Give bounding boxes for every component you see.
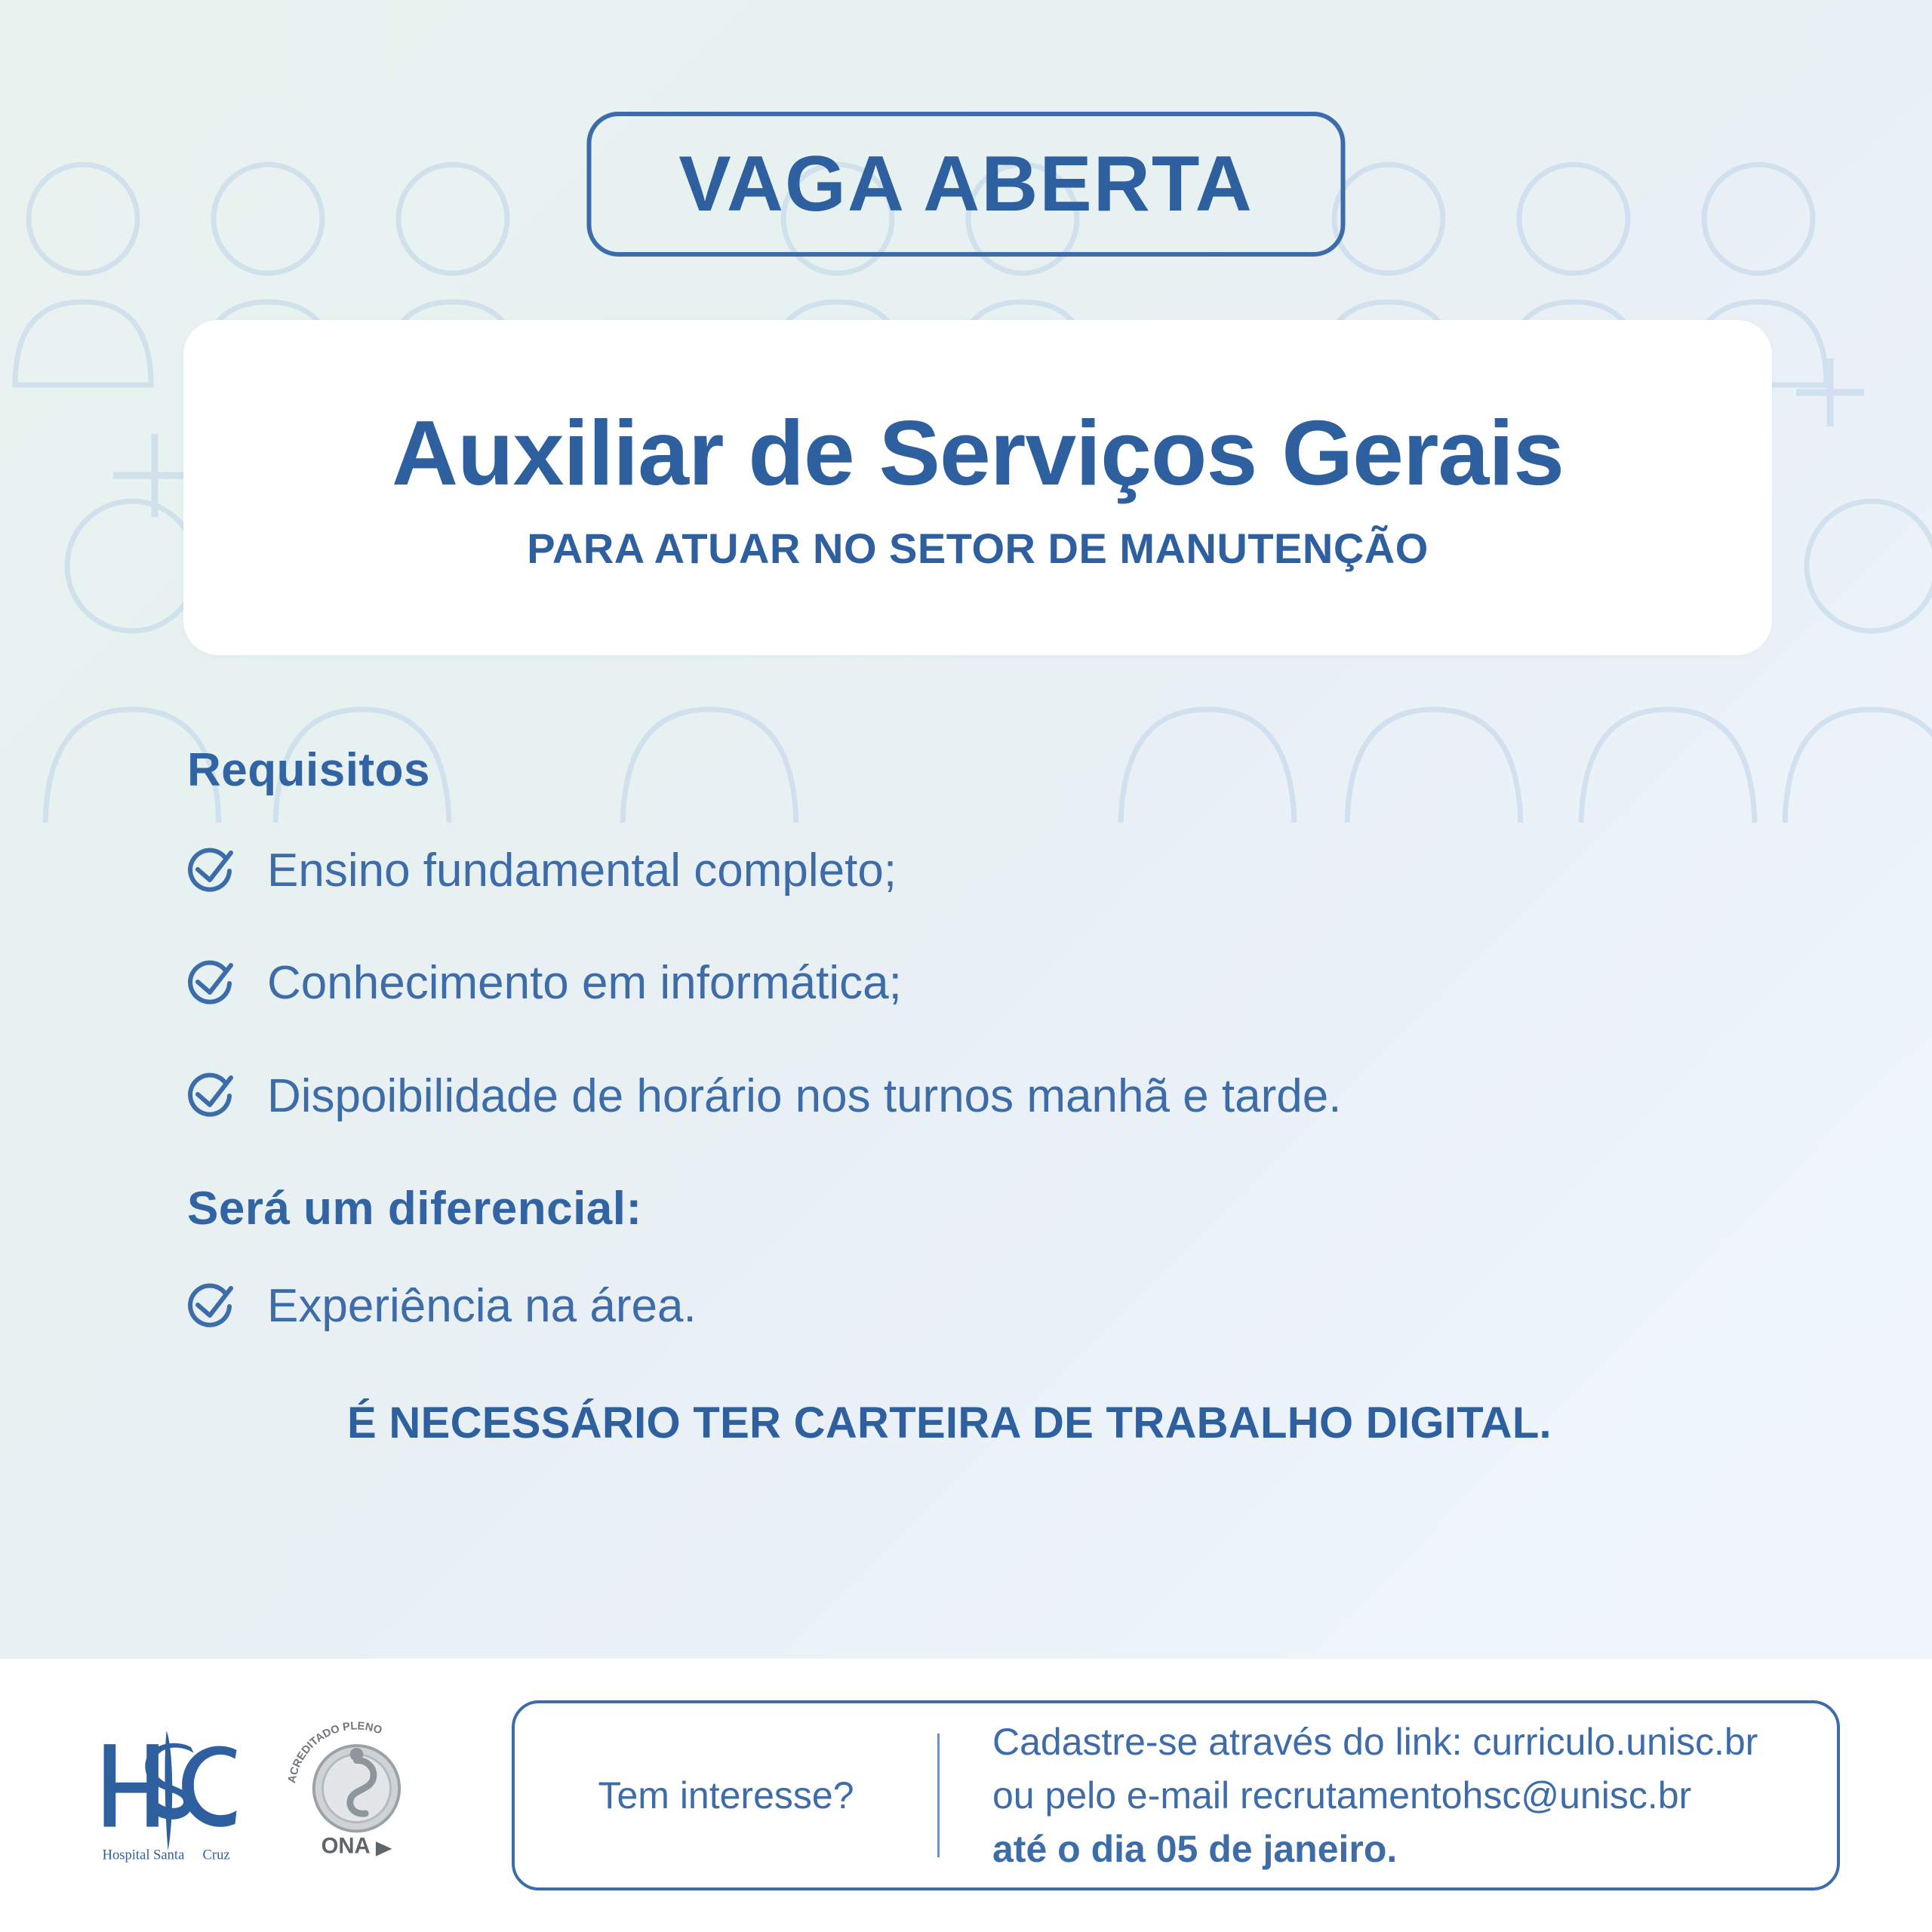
hospital-santa-cruz-logo-icon	[91, 1715, 253, 1877]
vaga-aberta-badge	[587, 112, 1346, 257]
list-item-label: Conhecimento em informática;	[267, 957, 902, 1010]
list-item	[187, 844, 1757, 897]
work-card-notice: É NECESSÁRIO TER CARTEIRA DE TRABALHO DIGITAL.	[347, 1398, 1552, 1448]
page-title: Auxiliar de Serviços Gerais	[391, 401, 1564, 505]
badge-label: VAGA ABERTA	[678, 140, 1254, 228]
list-item	[187, 1279, 1757, 1333]
contact-link-line[interactable]: Cadastre-se através do link: curriculo.unisc.br	[992, 1720, 1758, 1763]
contact-deadline-line: até o dia 05 de janeiro.	[992, 1827, 1398, 1870]
list-item	[187, 1069, 1757, 1123]
differential-list	[187, 1279, 1757, 1333]
list-item-label: Dispoibilidade de horário nos turnos manhã e tarde.	[267, 1069, 1342, 1122]
footer-bar	[0, 1659, 1932, 1932]
svg-text:ACREDITADO PLENO: ACREDITADO PLENO	[286, 1719, 384, 1784]
job-title-card	[183, 320, 1772, 655]
contact-email-line[interactable]: ou pelo e-mail recrutamentohsc@unisc.br	[992, 1774, 1692, 1817]
check-circle-icon	[187, 959, 235, 1008]
ona-label: ONA	[321, 1833, 371, 1859]
differential-heading: Será um diferencial:	[187, 1182, 642, 1235]
interest-label: Tem interesse?	[598, 1774, 854, 1817]
hsc-logo-text-right: Cruz	[202, 1847, 230, 1863]
check-circle-icon	[187, 847, 235, 895]
list-item-label: Experiência na área.	[267, 1279, 697, 1332]
contact-info	[940, 1715, 1758, 1876]
check-circle-icon	[187, 1072, 235, 1120]
hsc-logo-text-left: Hospital Santa	[102, 1847, 185, 1863]
requirements-heading: Requisitos	[187, 744, 430, 796]
page-subtitle: PARA ATUAR NO SETOR DE MANUTENÇÃO	[527, 524, 1429, 572]
check-circle-icon	[187, 1282, 235, 1331]
list-item	[187, 956, 1757, 1010]
ona-acreditado-pleno-seal-icon	[275, 1715, 438, 1877]
list-item-label: Ensino fundamental completo;	[267, 844, 897, 897]
requirements-section	[187, 743, 1757, 1448]
contact-box	[512, 1700, 1840, 1890]
requirements-list	[187, 844, 1757, 1123]
logo-group	[91, 1715, 438, 1877]
